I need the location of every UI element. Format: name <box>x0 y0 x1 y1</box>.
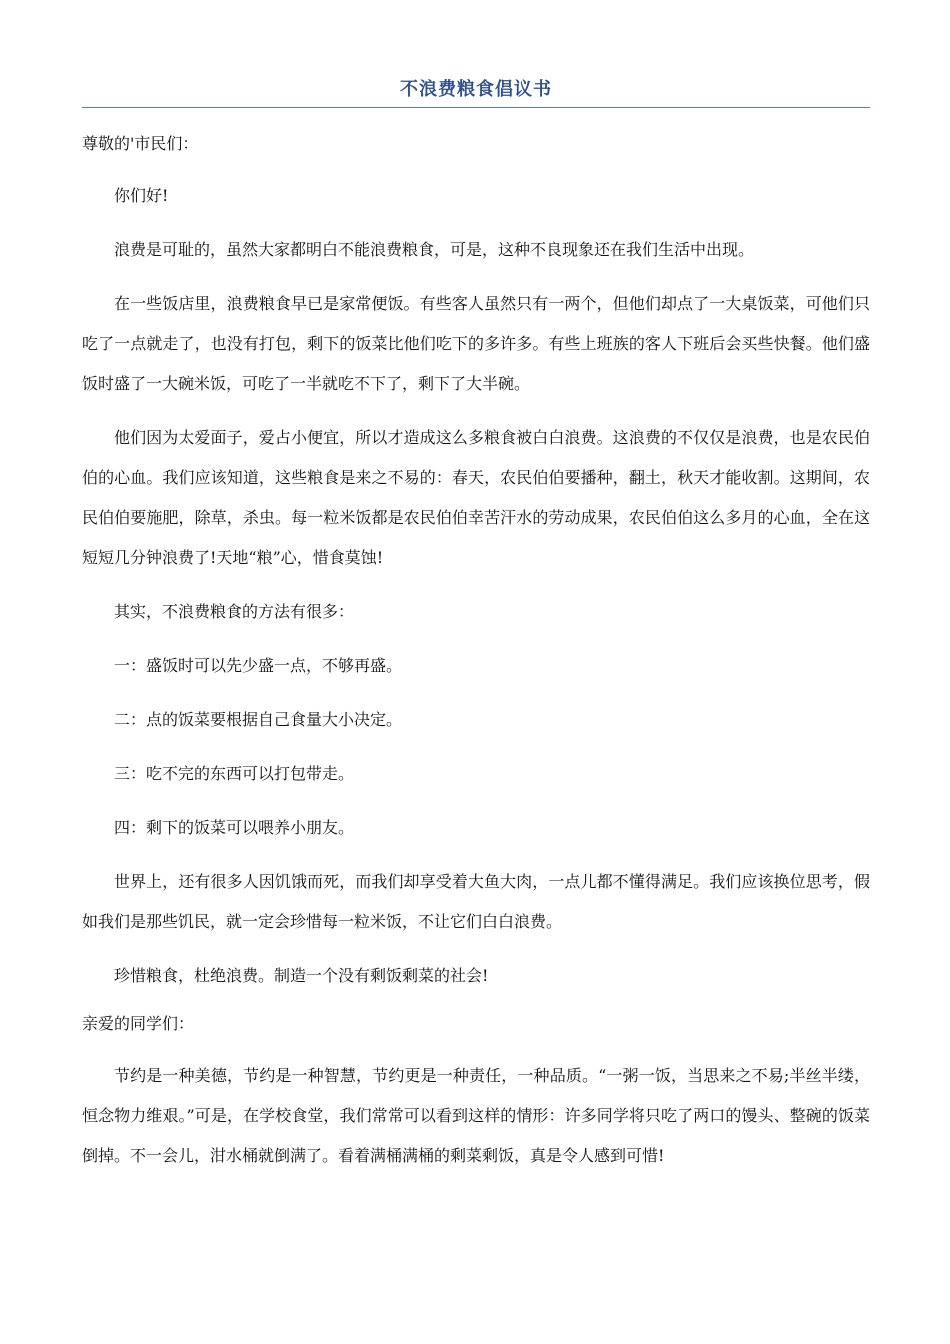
paragraph-thrift-virtue: 节约是一种美德，节约是一种智慧，节约更是一种责任，一种品质。“一粥一饭，当思来之不易;半丝半缕，恒念物力维艰。”可是，在学校食堂，我们常常可以看到这样的情形：许多同学将只吃了两口的馒头、整碗的饭菜倒掉。不一会儿，泔水桶就倒满了。看着满桶满桶的剩菜剩饭，真是令人感到可惜! <box>82 1066 870 1165</box>
title-underline <box>82 107 870 108</box>
paragraph-method-3: 三：吃不完的东西可以打包带走。 <box>114 764 355 783</box>
paragraph-method-1: 一：盛饭时可以先少盛一点，不够再盛。 <box>114 656 403 675</box>
paragraph-methods-intro: 其实，不浪费粮食的方法有很多： <box>114 602 355 621</box>
paragraph-waste-shameful: 浪费是可耻的，虽然大家都明白不能浪费粮食，可是，这种不良现象还在我们生活中出现。 <box>114 240 755 259</box>
paragraph-method-4: 四：剩下的饭菜可以喂养小朋友。 <box>114 818 355 837</box>
salutation-citizens: 尊敬的'市民们： <box>82 134 199 153</box>
paragraph-farmers: 他们因为太爱面子，爱占小便宜，所以才造成这么多粮食被白白浪费。这浪费的不仅仅是浪费，也是农民伯伯的心血。我们应该知道，这些粮食是来之不易的：春天，农民伯伯要播种，翻土，秋天才能收割。这期间，农民伯伯要施肥，除草，杀虫。每一粒米饭都是农民伯伯幸苦汗水的劳动成果，农民伯伯这么多月的心血，全在这短短几分钟浪费了!天地“粮”心，惜食莫蚀! <box>82 428 870 567</box>
paragraph-world-hunger: 世界上，还有很多人因饥饿而死，而我们却享受着大鱼大肉，一点儿都不懂得满足。我们应该换位思考，假如我们是那些饥民，就一定会珍惜每一粒米饭，不让它们白白浪费。 <box>82 872 870 931</box>
paragraph-method-2: 二：点的饭菜要根据自己食量大小决定。 <box>114 710 403 729</box>
document-title: 不浪费粮食倡议书 <box>400 79 552 100</box>
salutation-students: 亲爱的同学们： <box>82 1014 195 1033</box>
paragraph-greeting: 你们好! <box>114 186 169 205</box>
paragraph-slogan: 珍惜粮食，杜绝浪费。制造一个没有剩饭剩菜的社会! <box>114 966 489 985</box>
paragraph-restaurants: 在一些饭店里，浪费粮食早已是家常便饭。有些客人虽然只有一两个，但他们却点了一大桌饭菜，可他们只吃了一点就走了，也没有打包，剩下的饭菜比他们吃下的多许多。有些上班族的客人下班后会买些快餐。他们盛饭时盛了一大碗米饭，可吃了一半就吃不下了，剩下了大半碗。 <box>82 294 870 393</box>
document-page <box>82 76 870 1176</box>
